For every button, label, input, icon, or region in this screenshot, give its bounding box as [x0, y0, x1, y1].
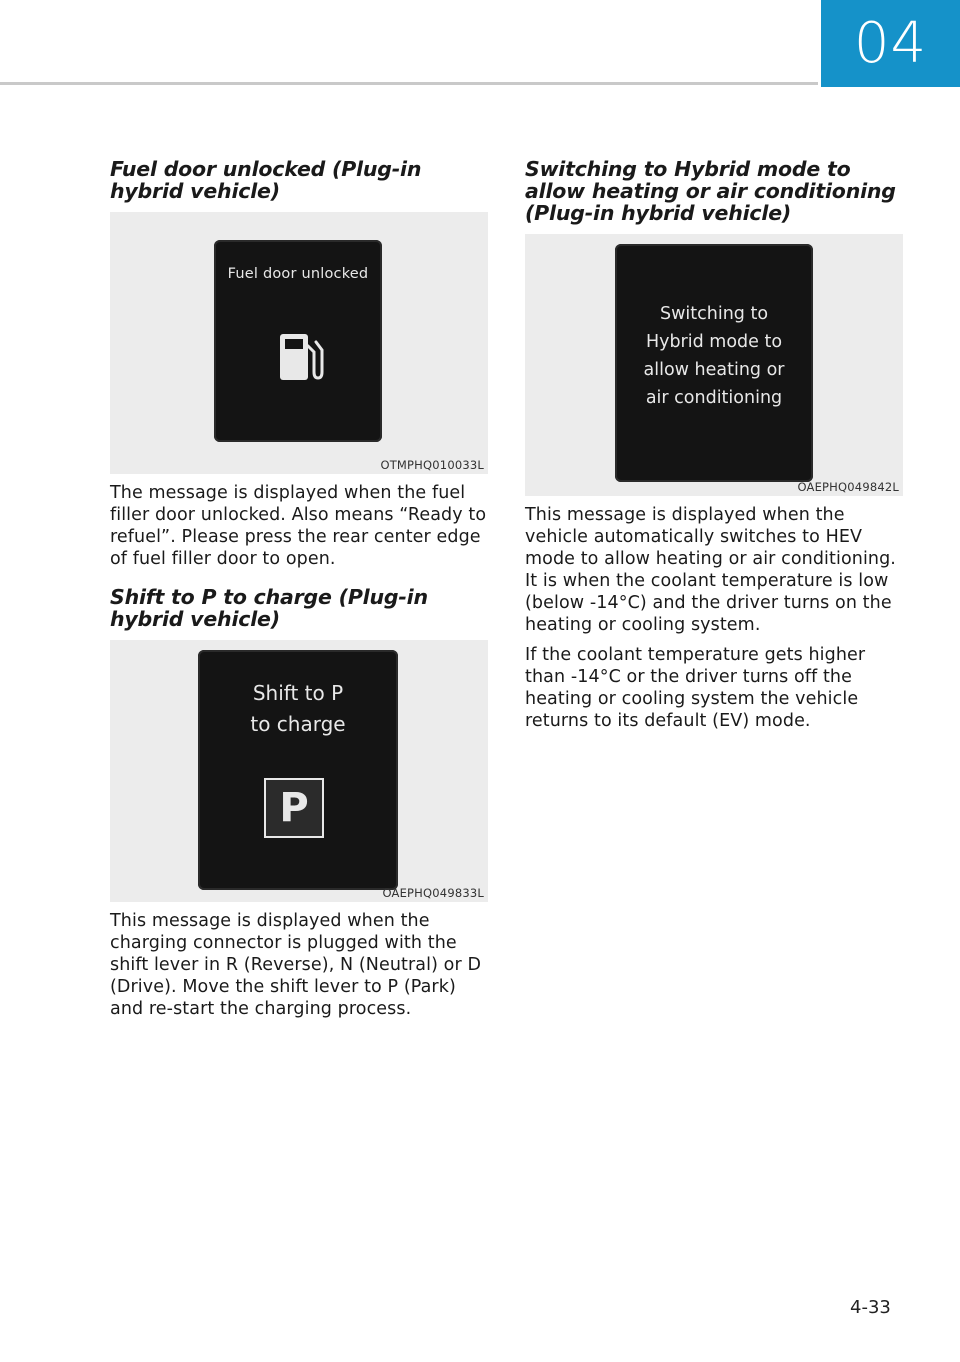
section-heading-hybrid-mode: Switching to Hybrid mode to allow heating or air conditioning (Plug-in hybrid vehicle) — [525, 157, 896, 225]
chapter-tab: 04 — [821, 0, 960, 87]
figure-code: OTMPHQ010033L — [380, 458, 484, 472]
screen-text-hybrid-line3: allow heating or — [643, 360, 785, 380]
left-column — [110, 158, 488, 1028]
figure-code: OAEPHQ049842L — [797, 480, 899, 494]
body-text-hybrid-mode-2: If the coolant temperature gets higher than -14°C or the driver turns off the heating or cooling system the vehicle returns to its default (EV) mode. — [525, 645, 866, 731]
screen-text-shift-line1: Shift to P — [252, 681, 344, 705]
screen-text-fuel-door: Fuel door unlocked — [227, 266, 369, 282]
figure-code: OAEPHQ049833L — [382, 886, 484, 900]
body-text-shift-to-p: This message is displayed when the charging connector is plugged with the shift lever in R (Reverse), N (Neutral) or D (Drive). Move the shift lever to P (Park) and re-start the charging process. — [110, 911, 482, 1019]
cluster-screen-hybrid-mode — [615, 244, 813, 482]
fuel-pump-icon — [278, 332, 326, 384]
body-text-hybrid-mode-1: This message is displayed when the vehicle automatically switches to HEV mode to allow heating or air conditioning. It is when the coolant temperature is low (below -14°C) and the driver turns on the heating or cooling system. — [525, 505, 896, 635]
screen-text-hybrid-line2: Hybrid mode to — [645, 332, 783, 352]
screen-text-hybrid-line4: air conditioning — [645, 388, 783, 408]
figure-fuel-door — [110, 212, 488, 474]
section-heading-fuel-door: Fuel door unlocked (Plug-in hybrid vehicle) — [110, 157, 422, 203]
park-symbol-icon: P — [264, 778, 324, 838]
screen-text-hybrid-line1: Switching to — [659, 304, 769, 324]
body-text-fuel-door: The message is displayed when the fuel filler door unlocked. Also means “Ready to refuel”. Please press the rear center edge of fuel filler door to open. — [110, 483, 487, 569]
cluster-screen-shift-to-p — [198, 650, 398, 890]
cluster-screen-fuel-door — [214, 240, 382, 442]
screen-text-shift-line2: to charge — [250, 712, 346, 736]
figure-shift-to-p — [110, 640, 488, 902]
right-column — [525, 158, 903, 740]
page-number: 4-33 — [850, 1297, 891, 1318]
figure-hybrid-mode — [525, 234, 903, 496]
header-rule — [0, 82, 818, 85]
section-heading-shift-to-p: Shift to P to charge (Plug-in hybrid vehicle) — [110, 585, 428, 631]
